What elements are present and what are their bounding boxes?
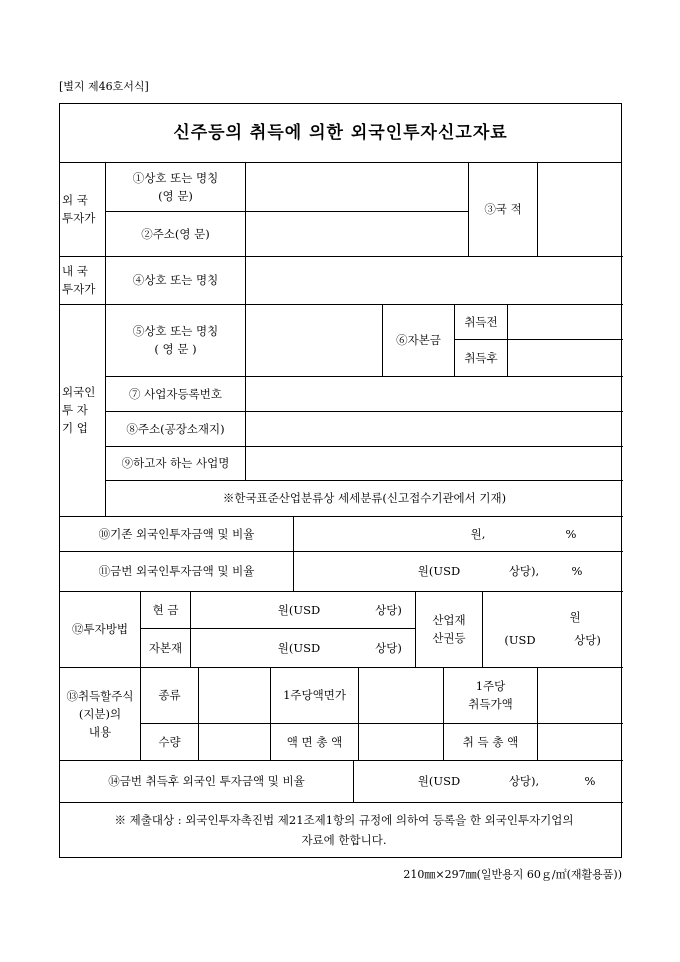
ip-label: 산업재 산권등 [432,613,466,645]
biz-reg-label: ⑦ 사업자등록번호 [129,386,222,401]
company-address-label: ⑧주소(공장소재지) [126,421,225,436]
industry-class-note: ※한국표준산업분류상 세세분류(신고접수기관에서 기재) [222,491,507,505]
submission-note: ※ 제출대상 : 외국인투자촉진법 제21조제1항의 규정에 의하여 등록을 한 외국인투자기업의 자료에 한합니다. [114,813,574,847]
after-won-usd: 원(USD [417,774,461,788]
biz-reg-input[interactable] [246,376,623,411]
ip-usd: (USD [504,633,536,647]
capital-after-input[interactable] [508,340,623,376]
foreign-address-input[interactable] [246,212,468,256]
cash-label: 현 금 [152,602,179,617]
acq-total-label: 취 득 총 액 [462,735,519,749]
acq-total-input[interactable] [538,724,623,760]
foreign-name-label: ①상호 또는 명칭 (영 문) [132,170,219,203]
after-pct-unit: % [584,774,596,788]
cash-won-usd: 원(USD [277,602,321,617]
rule [60,802,623,803]
business-input[interactable] [246,446,623,480]
par-value-input[interactable] [359,667,443,723]
company-address-input[interactable] [246,411,623,446]
kind-input[interactable] [199,667,270,723]
ip-equiv: 상당) [574,633,601,647]
capital-after-label: 취득후 [464,351,498,365]
existing-won-unit: 원, [470,526,486,541]
company-name-label: ⑤상호 또는 명칭 ( 영 문 ) [132,324,219,356]
rule [353,760,354,802]
foreign-investor-label: 외 국 투자가 [62,193,96,225]
face-total-input[interactable] [359,724,443,760]
current-ratio-label: ⑪금번 외국인투자금액 및 비율 [98,564,255,578]
capital-label: ⑥자본금 [396,333,441,347]
foreign-name-input[interactable] [246,162,468,211]
kind-label: 종류 [158,688,181,702]
qty-input[interactable] [199,724,270,760]
existing-ratio-label: ⑩기존 외국인투자금액 및 비율 [98,526,255,541]
capital-before-label: 취득전 [464,314,498,329]
cash-equiv: 상당) [375,602,402,617]
domestic-investor-label: 내 국 투자가 [62,264,96,296]
rule [482,591,483,667]
company-name-input[interactable] [246,304,382,376]
face-total-label: 액 면 총 액 [286,735,343,749]
rule [293,516,294,591]
goods-won-usd: 원(USD [277,641,321,655]
rule [190,591,191,667]
domestic-name-input[interactable] [246,256,623,304]
acq-price-input[interactable] [538,667,623,723]
acq-price-label: 1주당 취득가액 [468,679,513,711]
after-ratio-label: ⑭금번 취득후 외국인 투자금액 및 비율 [108,774,305,788]
nationality-label: ③국 적 [484,202,522,216]
current-won-usd: 원(USD [417,564,461,578]
after-equiv: 상당), [508,774,540,788]
capital-goods-label: 자본재 [148,641,183,655]
current-pct-unit: % [571,564,583,578]
capital-before-input[interactable] [508,304,623,339]
method-label: ⑫투자방법 [72,622,128,636]
form-title: 신주등의 취득에 의한 외국인투자신고자료 [60,104,621,163]
business-label: ⑨하고자 하는 사업명 [121,456,230,470]
ip-won: 원 [569,610,581,624]
goods-equiv: 상당) [375,641,402,655]
foreign-address-label: ②주소(영 문) [141,227,210,241]
nationality-input[interactable] [538,162,623,256]
acquired-shares-label: ⑬취득할주식 (지분)의 내용 [66,688,134,739]
existing-pct-unit: % [565,526,577,541]
report-form [59,103,622,858]
form-number: [별지 제46호서식] [59,80,149,93]
paper-spec: 210㎜×297㎜(일반용지 60ｇ/㎡(재활용품)) [403,868,622,881]
current-equiv: 상당), [508,564,540,578]
par-value-label: 1주당액면가 [283,688,346,702]
domestic-name-label: ④상호 또는 명칭 [132,273,219,287]
company-label: 외국인 투 자 기 업 [62,385,96,435]
qty-label: 수량 [158,735,181,749]
